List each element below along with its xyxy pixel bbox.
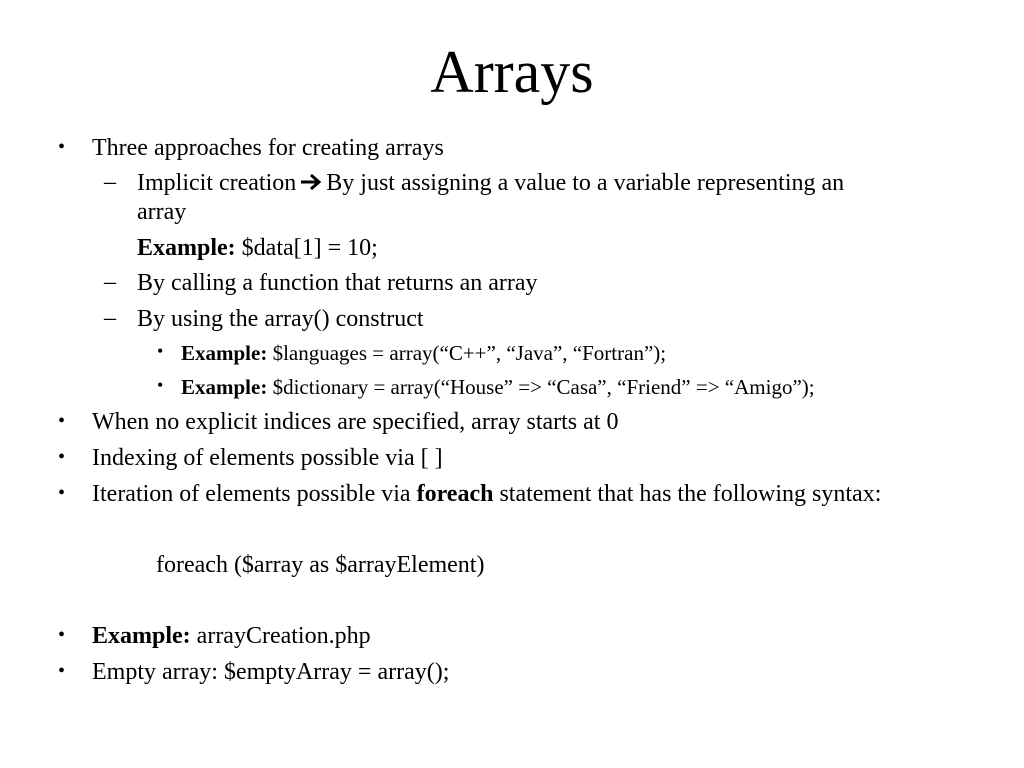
- sub-by-function: By calling a function that returns an array: [137, 270, 538, 296]
- implicit-creation-cont: array: [137, 199, 187, 225]
- bullet-approaches: Three approaches for creating arrays: [92, 135, 444, 161]
- example-languages: [181, 340, 666, 366]
- iteration-text: Iteration of elements possible via: [92, 481, 417, 507]
- implicit-creation-label: Implicit creation: [137, 170, 297, 196]
- foreach-keyword: foreach: [416, 481, 494, 507]
- bullet-icon: •: [157, 375, 164, 395]
- example-code: $languages = array(“C++”, “Java”, “Fortran”);: [267, 341, 667, 365]
- bullet-icon: •: [58, 660, 66, 682]
- dash-icon: –: [104, 269, 116, 295]
- bullet-example-file: [92, 622, 371, 650]
- example-file-name: arrayCreation.php: [190, 623, 371, 649]
- slide-title: Arrays: [430, 39, 594, 105]
- sub-by-construct: By using the array() construct: [137, 306, 424, 332]
- example-label: Example:: [137, 235, 236, 261]
- iteration-text-end: statement that has the following syntax:: [493, 481, 882, 507]
- bullet-empty-array: Empty array: $emptyArray = array();: [92, 659, 450, 685]
- right-arrow-icon: [300, 170, 322, 198]
- example-label: Example:: [92, 623, 191, 649]
- example-dictionary: [181, 374, 815, 400]
- bullet-indexing: Indexing of elements possible via [ ]: [92, 445, 443, 471]
- example-data: [137, 234, 378, 262]
- sub-implicit-creation: [137, 169, 844, 198]
- example-code: $dictionary = array(“House” => “Casa”, “Friend” => “Amigo”);: [267, 375, 815, 399]
- bullet-icon: •: [58, 136, 66, 158]
- bullet-iteration: [92, 480, 881, 508]
- example-label: Example:: [181, 375, 268, 399]
- bullet-icon: •: [58, 482, 66, 504]
- dash-icon: –: [104, 169, 116, 195]
- example-code: $data[1] = 10;: [235, 235, 378, 261]
- bullet-no-indices: When no explicit indices are specified, array starts at 0: [92, 409, 619, 435]
- bullet-icon: •: [58, 410, 66, 432]
- bullet-icon: •: [157, 341, 164, 361]
- bullet-icon: •: [58, 624, 66, 646]
- example-label: Example:: [181, 341, 268, 365]
- bullet-icon: •: [58, 446, 66, 468]
- dash-icon: –: [104, 305, 116, 331]
- implicit-creation-text: By just assigning a value to a variable representing an: [326, 170, 845, 196]
- foreach-syntax: foreach ($array as $arrayElement): [156, 552, 485, 578]
